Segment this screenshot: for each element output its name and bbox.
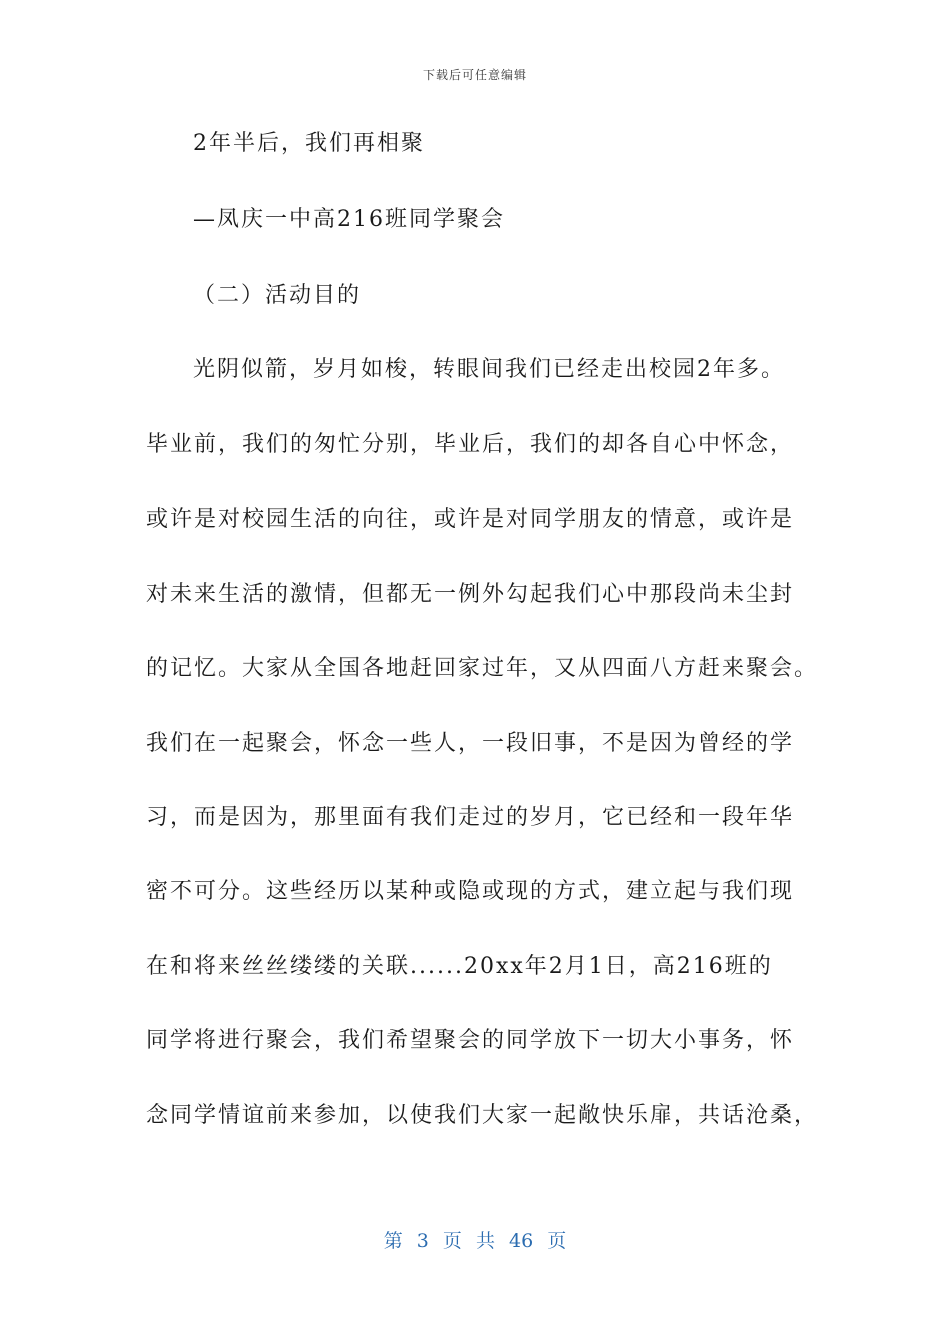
paragraph-line: 在和将来丝丝缕缕的关联......20xx年2月1日，高216班的 bbox=[146, 954, 773, 979]
paragraph-line: 或许是对校园生活的向往，或许是对同学朋友的情意，或许是 bbox=[146, 507, 795, 532]
paragraph-line: 密不可分。这些经历以某种或隐或现的方式，建立起与我们现 bbox=[146, 879, 795, 904]
header-note: 下载后可任意编辑 bbox=[422, 68, 527, 82]
paragraph-line: 同学将进行聚会，我们希望聚会的同学放下一切大小事务，怀 bbox=[146, 1028, 795, 1053]
paragraph-line: 毕业前，我们的匆忙分别，毕业后，我们的却各自心中怀念， bbox=[146, 432, 795, 457]
paragraph-line: 的记忆。大家从全国各地赶回家过年，又从四面八方赶来聚会。 bbox=[146, 656, 819, 681]
paragraph-line: 对未来生活的激情，但都无一例外勾起我们心中那段尚未尘封 bbox=[146, 582, 795, 607]
paragraph-line: 习，而是因为，那里面有我们走过的岁月，它已经和一段年华 bbox=[146, 805, 795, 830]
section-heading: （二）活动目的 bbox=[193, 283, 362, 308]
page-footer: 第 3 页 共 46 页 bbox=[383, 1230, 567, 1252]
paragraph-line: 光阴似箭，岁月如梭，转眼间我们已经走出校园2年多。 bbox=[193, 357, 785, 382]
subtitle-line: —凤庆一中高216班同学聚会 bbox=[193, 207, 505, 232]
title-line: 2年半后，我们再相聚 bbox=[193, 131, 425, 156]
paragraph-line: 我们在一起聚会，怀念一些人，一段旧事，不是因为曾经的学 bbox=[146, 731, 795, 756]
paragraph-line: 念同学情谊前来参加，以使我们大家一起敞快乐扉，共话沧桑， bbox=[146, 1103, 819, 1128]
